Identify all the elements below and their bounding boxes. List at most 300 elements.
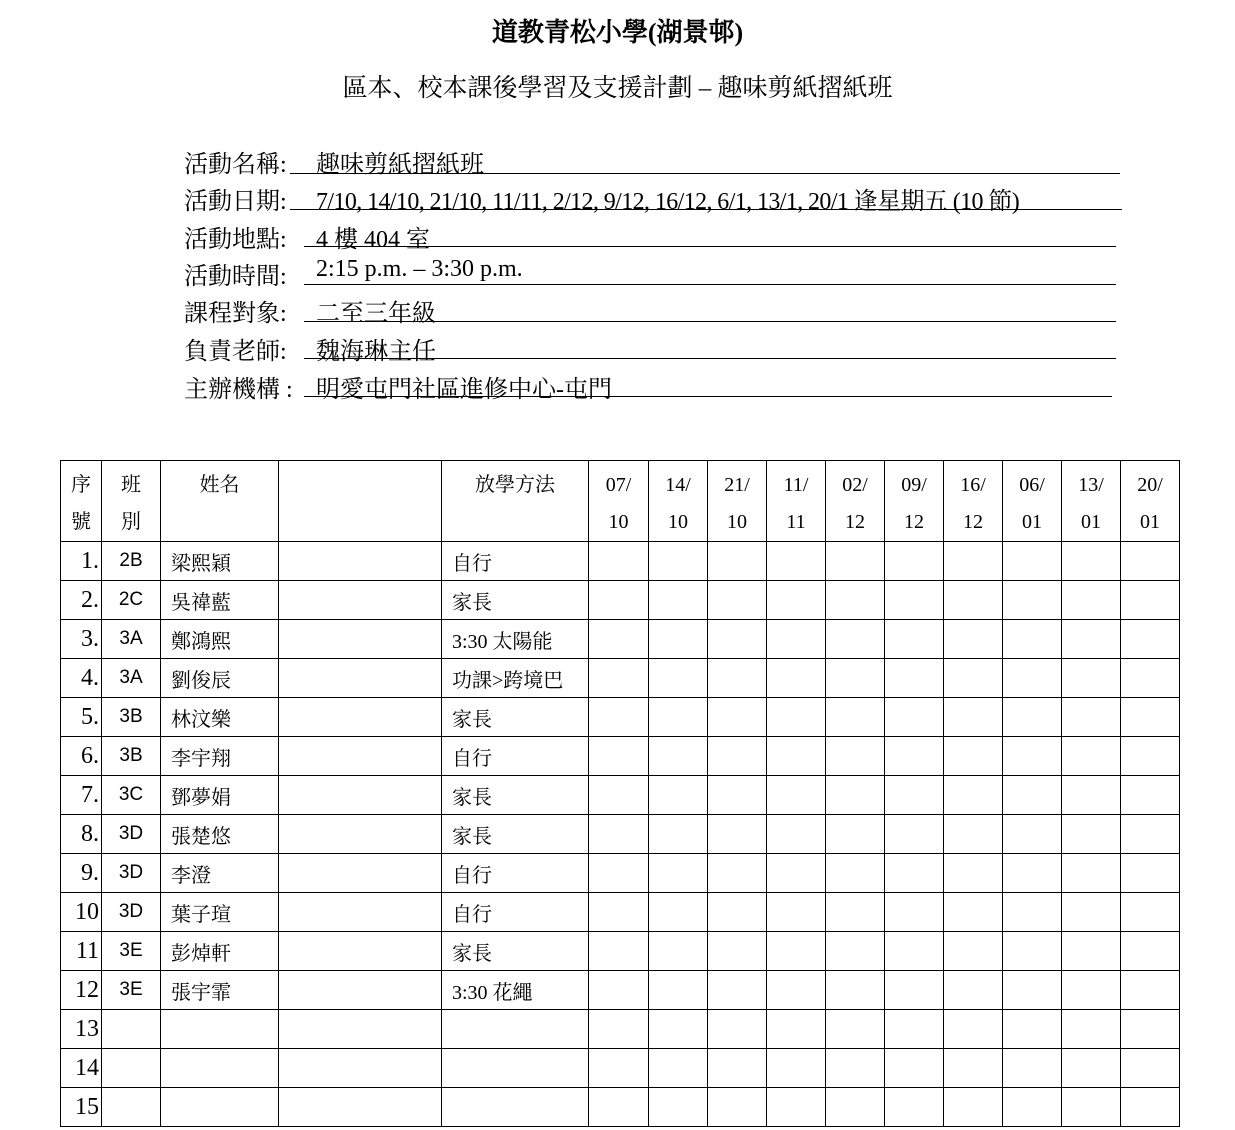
info-label: 活動時間: (184, 264, 287, 290)
row-number: 8. (61, 815, 102, 854)
header-date-day: 16/ (960, 474, 986, 496)
row-class: 3E (102, 932, 161, 971)
attendance-cell[interactable] (1003, 776, 1062, 815)
attendance-cell[interactable] (767, 776, 826, 815)
row-class: 2C (102, 581, 161, 620)
attendance-cell[interactable] (1121, 1010, 1180, 1049)
attendance-cell[interactable] (1003, 581, 1062, 620)
attendance-cell[interactable] (1003, 620, 1062, 659)
header-date-day: 13/ (1078, 474, 1104, 496)
info-label: 活動日期: (184, 189, 287, 215)
attendance-cell[interactable] (944, 581, 1003, 620)
attendance-cell[interactable] (944, 854, 1003, 893)
header-date (944, 461, 1003, 542)
attendance-cell[interactable] (1003, 1088, 1062, 1127)
attendance-cell[interactable] (1121, 659, 1180, 698)
underline (304, 284, 1116, 285)
attendance-cell[interactable] (1062, 932, 1121, 971)
row-blank (279, 659, 442, 698)
attendance-table (60, 460, 1180, 1127)
attendance-cell[interactable] (649, 659, 708, 698)
attendance-cell[interactable] (885, 932, 944, 971)
attendance-cell[interactable] (1121, 698, 1180, 737)
row-dismissal-method: 3:30 花繩 (442, 971, 589, 1010)
row-class: 3A (102, 659, 161, 698)
attendance-cell[interactable] (1003, 698, 1062, 737)
row-class (102, 1088, 161, 1127)
attendance-cell[interactable] (589, 776, 649, 815)
attendance-cell[interactable] (708, 542, 767, 581)
attendance-cell[interactable] (767, 698, 826, 737)
attendance-cell[interactable] (767, 1010, 826, 1049)
table-row (61, 971, 1180, 1010)
attendance-cell[interactable] (1003, 542, 1062, 581)
attendance-cell[interactable] (1121, 737, 1180, 776)
row-class: 3D (102, 893, 161, 932)
row-blank (279, 1010, 442, 1049)
attendance-cell[interactable] (649, 854, 708, 893)
attendance-cell[interactable] (649, 1049, 708, 1088)
table-row (61, 1049, 1180, 1088)
attendance-cell[interactable] (1121, 776, 1180, 815)
attendance-cell[interactable] (944, 1088, 1003, 1127)
row-number: 12 (61, 971, 102, 1010)
info-value: 趣味剪紙摺紙班 (316, 152, 484, 178)
attendance-cell[interactable] (708, 737, 767, 776)
row-class: 3C (102, 776, 161, 815)
attendance-cell[interactable] (708, 971, 767, 1010)
attendance-cell[interactable] (1003, 1049, 1062, 1088)
attendance-cell[interactable] (1003, 971, 1062, 1010)
attendance-cell[interactable] (885, 542, 944, 581)
attendance-cell[interactable] (944, 1010, 1003, 1049)
row-number: 1. (61, 542, 102, 581)
attendance-cell[interactable] (1062, 542, 1121, 581)
attendance-cell[interactable] (1121, 542, 1180, 581)
row-student-name: 劉俊辰 (161, 659, 279, 698)
row-student-name: 鄭鴻熙 (161, 620, 279, 659)
row-blank (279, 620, 442, 659)
attendance-cell[interactable] (1062, 620, 1121, 659)
attendance-cell[interactable] (767, 971, 826, 1010)
attendance-cell[interactable] (649, 971, 708, 1010)
info-value: 2:15 p.m. – 3:30 p.m. (316, 256, 523, 282)
attendance-cell[interactable] (1121, 971, 1180, 1010)
info-row-time (184, 256, 1124, 292)
page-title: 道教青松小學(湖景邨) (491, 18, 744, 47)
row-blank (279, 1049, 442, 1088)
row-number: 14 (61, 1049, 102, 1088)
row-student-name (161, 1088, 279, 1127)
attendance-cell[interactable] (649, 698, 708, 737)
header-name-label: 姓名 (199, 474, 240, 496)
info-value: 魏海琳主任 (316, 339, 436, 365)
attendance-cell[interactable] (767, 737, 826, 776)
header-date (767, 461, 826, 542)
attendance-cell[interactable] (767, 542, 826, 581)
row-number: 7. (61, 776, 102, 815)
header-class-bottom: 別 (121, 511, 141, 533)
row-blank (279, 698, 442, 737)
attendance-cell[interactable] (708, 893, 767, 932)
table-row (61, 1088, 1180, 1127)
attendance-cell[interactable] (1062, 1049, 1121, 1088)
header-date-month: 11 (786, 511, 806, 533)
info-value: 二至三年級 (316, 301, 436, 327)
header-date-month: 12 (904, 511, 924, 533)
attendance-cell[interactable] (944, 932, 1003, 971)
attendance-cell[interactable] (589, 932, 649, 971)
table-row (61, 659, 1180, 698)
attendance-cell[interactable] (1062, 1088, 1121, 1127)
attendance-cell[interactable] (885, 698, 944, 737)
header-class (102, 461, 161, 542)
row-student-name: 葉子瑄 (161, 893, 279, 932)
attendance-cell[interactable] (589, 620, 649, 659)
attendance-cell[interactable] (944, 542, 1003, 581)
attendance-cell[interactable] (1003, 815, 1062, 854)
attendance-cell[interactable] (1121, 620, 1180, 659)
attendance-cell[interactable] (589, 581, 649, 620)
attendance-cell[interactable] (944, 1049, 1003, 1088)
attendance-cell[interactable] (589, 737, 649, 776)
attendance-cell[interactable] (826, 815, 885, 854)
row-student-name: 彭焯軒 (161, 932, 279, 971)
attendance-cell[interactable] (885, 1088, 944, 1127)
attendance-cell[interactable] (826, 893, 885, 932)
row-student-name: 張宇霏 (161, 971, 279, 1010)
attendance-cell[interactable] (944, 620, 1003, 659)
row-class: 3D (102, 854, 161, 893)
header-date-day: 21/ (724, 474, 750, 496)
attendance-cell[interactable] (589, 1088, 649, 1127)
row-blank (279, 893, 442, 932)
attendance-cell[interactable] (708, 581, 767, 620)
attendance-cell[interactable] (767, 854, 826, 893)
row-number: 5. (61, 698, 102, 737)
attendance-cell[interactable] (826, 542, 885, 581)
attendance-cell[interactable] (1062, 854, 1121, 893)
header-date (1003, 461, 1062, 542)
row-student-name: 張楚悠 (161, 815, 279, 854)
attendance-cell[interactable] (944, 698, 1003, 737)
attendance-cell[interactable] (767, 620, 826, 659)
attendance-cell[interactable] (589, 1010, 649, 1049)
attendance-cell[interactable] (826, 776, 885, 815)
row-number: 4. (61, 659, 102, 698)
header-date-month: 12 (963, 511, 983, 533)
row-class: 3E (102, 971, 161, 1010)
header-date-month: 10 (608, 511, 629, 533)
attendance-cell[interactable] (708, 854, 767, 893)
info-row-activity-dates (184, 181, 1129, 217)
attendance-cell[interactable] (649, 893, 708, 932)
header-date (708, 461, 767, 542)
attendance-cell[interactable] (767, 581, 826, 620)
attendance-cell[interactable] (708, 698, 767, 737)
info-label: 課程對象: (184, 301, 287, 327)
row-blank (279, 776, 442, 815)
header-date-day: 07/ (605, 474, 632, 496)
attendance-cell[interactable] (944, 971, 1003, 1010)
attendance-cell[interactable] (885, 737, 944, 776)
info-row-organizer (184, 369, 1124, 405)
attendance-cell[interactable] (649, 815, 708, 854)
attendance-cell[interactable] (649, 542, 708, 581)
attendance-cell[interactable] (1003, 893, 1062, 932)
row-student-name: 梁熙穎 (161, 542, 279, 581)
attendance-cell[interactable] (1062, 698, 1121, 737)
row-blank (279, 737, 442, 776)
row-class: 3B (102, 737, 161, 776)
row-class: 2B (102, 542, 161, 581)
attendance-cell[interactable] (885, 815, 944, 854)
row-number: 2. (61, 581, 102, 620)
attendance-cell[interactable] (944, 893, 1003, 932)
attendance-cell[interactable] (885, 659, 944, 698)
attendance-cell[interactable] (826, 854, 885, 893)
row-class (102, 1049, 161, 1088)
table-row (61, 542, 1180, 581)
attendance-cell[interactable] (826, 698, 885, 737)
row-blank (279, 971, 442, 1010)
attendance-cell[interactable] (1062, 581, 1121, 620)
table-row (61, 737, 1180, 776)
table-row (61, 1010, 1180, 1049)
row-class: 3A (102, 620, 161, 659)
row-dismissal-method: 功課>跨境巴 (442, 659, 589, 698)
row-student-name (161, 1010, 279, 1049)
attendance-cell[interactable] (1121, 854, 1180, 893)
attendance-cell[interactable] (708, 1088, 767, 1127)
attendance-cell[interactable] (589, 698, 649, 737)
header-date-month: 10 (668, 511, 688, 533)
row-dismissal-method: 家長 (442, 815, 589, 854)
attendance-cell[interactable] (708, 659, 767, 698)
attendance-cell[interactable] (649, 1010, 708, 1049)
header-date (826, 461, 885, 542)
attendance-cell[interactable] (708, 815, 767, 854)
header-date-month: 10 (727, 511, 747, 533)
attendance-cell[interactable] (1062, 659, 1121, 698)
attendance-cell[interactable] (1062, 1010, 1121, 1049)
attendance-cell[interactable] (589, 542, 649, 581)
header-seq-top: 序 (71, 474, 91, 496)
table-row (61, 815, 1180, 854)
header-date-day: 06/ (1019, 474, 1045, 496)
info-label: 主辦機構 : (184, 377, 293, 403)
table-row (61, 581, 1180, 620)
attendance-cell[interactable] (1003, 1010, 1062, 1049)
attendance-cell[interactable] (885, 971, 944, 1010)
attendance-cell[interactable] (1062, 737, 1121, 776)
row-student-name: 鄧夢娟 (161, 776, 279, 815)
header-name (161, 461, 279, 542)
row-blank (279, 1088, 442, 1127)
attendance-cell[interactable] (589, 971, 649, 1010)
row-class (102, 1010, 161, 1049)
attendance-cell[interactable] (589, 659, 649, 698)
row-blank (279, 542, 442, 581)
attendance-cell[interactable] (649, 776, 708, 815)
attendance-cell[interactable] (885, 620, 944, 659)
attendance-cell[interactable] (826, 1088, 885, 1127)
row-dismissal-method: 自行 (442, 737, 589, 776)
table-row (61, 698, 1180, 737)
attendance-cell[interactable] (1062, 971, 1121, 1010)
header-date-month: 01 (1081, 511, 1101, 533)
row-dismissal-method: 自行 (442, 854, 589, 893)
attendance-cell[interactable] (826, 971, 885, 1010)
header-date-day: 09/ (901, 474, 927, 496)
header-date-month: 01 (1140, 511, 1160, 533)
row-number: 13 (61, 1010, 102, 1049)
header-date-day: 20/ (1137, 474, 1163, 496)
info-value: 明愛屯門社區進修中心-屯門 (316, 377, 612, 403)
attendance-cell[interactable] (826, 581, 885, 620)
attendance-cell[interactable] (708, 776, 767, 815)
attendance-body (61, 542, 1180, 1127)
attendance-cell[interactable] (1062, 815, 1121, 854)
header-date (1062, 461, 1121, 542)
attendance-cell[interactable] (826, 932, 885, 971)
attendance-cell[interactable] (767, 893, 826, 932)
attendance-cell[interactable] (1003, 659, 1062, 698)
row-number: 9. (61, 854, 102, 893)
attendance-cell[interactable] (767, 659, 826, 698)
attendance-cell[interactable] (767, 932, 826, 971)
attendance-cell[interactable] (1003, 854, 1062, 893)
table-row (61, 620, 1180, 659)
attendance-cell[interactable] (944, 776, 1003, 815)
row-number: 3. (61, 620, 102, 659)
attendance-cell[interactable] (885, 776, 944, 815)
attendance-cell[interactable] (649, 737, 708, 776)
table-header-row (61, 461, 1180, 542)
row-dismissal-method: 家長 (442, 776, 589, 815)
attendance-cell[interactable] (826, 620, 885, 659)
row-dismissal-method: 自行 (442, 893, 589, 932)
attendance-cell[interactable] (589, 815, 649, 854)
row-dismissal-method: 家長 (442, 581, 589, 620)
page-subtitle: 區本、校本課後學習及支援計劃 – 趣味剪紙摺紙班 (342, 75, 893, 102)
header-method-label: 放學方法 (475, 474, 555, 496)
row-student-name: 李宇翔 (161, 737, 279, 776)
attendance-cell[interactable] (649, 581, 708, 620)
header-date (885, 461, 944, 542)
row-student-name: 吳禕藍 (161, 581, 279, 620)
row-blank (279, 815, 442, 854)
row-class: 3B (102, 698, 161, 737)
header-class-top: 班 (121, 474, 141, 496)
attendance-cell[interactable] (1003, 737, 1062, 776)
header-date (589, 461, 649, 542)
attendance-cell[interactable] (708, 1010, 767, 1049)
attendance-cell[interactable] (826, 1010, 885, 1049)
row-dismissal-method: 家長 (442, 932, 589, 971)
header-date (649, 461, 708, 542)
header-date-day: 02/ (842, 474, 868, 496)
header-date-day: 11/ (783, 474, 809, 496)
attendance-cell[interactable] (1062, 776, 1121, 815)
attendance-cell[interactable] (885, 581, 944, 620)
attendance-cell[interactable] (1121, 581, 1180, 620)
header-seq-bottom: 號 (71, 511, 91, 533)
row-dismissal-method (442, 1049, 589, 1088)
attendance-cell[interactable] (589, 1049, 649, 1088)
header-date-month: 12 (845, 511, 865, 533)
info-label: 活動名稱: (184, 152, 287, 178)
attendance-cell[interactable] (885, 1049, 944, 1088)
attendance-cell[interactable] (589, 893, 649, 932)
attendance-cell[interactable] (649, 1088, 708, 1127)
table-row (61, 776, 1180, 815)
attendance-cell[interactable] (649, 620, 708, 659)
table-row (61, 854, 1180, 893)
info-value: 7/10, 14/10, 21/10, 11/11, 2/12, 9/12, 16/12, 6/1, 13/1, 20/1 逢星期五 (10 節) (316, 189, 1020, 215)
attendance-cell[interactable] (885, 1010, 944, 1049)
attendance-cell[interactable] (1121, 1088, 1180, 1127)
row-student-name: 李澄 (161, 854, 279, 893)
attendance-cell[interactable] (708, 1049, 767, 1088)
row-dismissal-method (442, 1010, 589, 1049)
attendance-cell[interactable] (1062, 893, 1121, 932)
attendance-cell[interactable] (589, 854, 649, 893)
attendance-cell[interactable] (826, 1049, 885, 1088)
attendance-cell[interactable] (944, 737, 1003, 776)
attendance-cell[interactable] (1121, 815, 1180, 854)
info-row-activity-name (184, 144, 1124, 180)
attendance-cell[interactable] (1121, 932, 1180, 971)
row-dismissal-method: 3:30 太陽能 (442, 620, 589, 659)
row-blank (279, 854, 442, 893)
row-dismissal-method: 家長 (442, 698, 589, 737)
row-student-name (161, 1049, 279, 1088)
row-blank (279, 581, 442, 620)
header-date-day: 14/ (665, 474, 691, 496)
attendance-cell[interactable] (944, 659, 1003, 698)
attendance-cell[interactable] (649, 932, 708, 971)
row-number: 15 (61, 1088, 102, 1127)
row-number: 6. (61, 737, 102, 776)
attendance-cell[interactable] (885, 854, 944, 893)
row-student-name: 林汶樂 (161, 698, 279, 737)
attendance-cell[interactable] (767, 1088, 826, 1127)
attendance-cell[interactable] (767, 1049, 826, 1088)
attendance-cell[interactable] (1121, 893, 1180, 932)
attendance-cell[interactable] (708, 932, 767, 971)
info-row-teacher (184, 331, 1124, 367)
attendance-cell[interactable] (944, 815, 1003, 854)
header-blank-label (279, 461, 441, 467)
row-number: 11 (61, 932, 102, 971)
attendance-cell[interactable] (767, 815, 826, 854)
attendance-cell[interactable] (1121, 1049, 1180, 1088)
header-date-month: 01 (1022, 511, 1042, 533)
attendance-cell[interactable] (708, 620, 767, 659)
info-value: 4 樓 404 室 (316, 227, 430, 253)
attendance-cell[interactable] (826, 737, 885, 776)
row-class: 3D (102, 815, 161, 854)
row-dismissal-method: 自行 (442, 542, 589, 581)
attendance-cell[interactable] (826, 659, 885, 698)
info-label: 活動地點: (184, 227, 287, 253)
header-blank (279, 461, 442, 542)
attendance-cell[interactable] (885, 893, 944, 932)
attendance-cell[interactable] (1003, 932, 1062, 971)
header-seq (61, 461, 102, 542)
row-blank (279, 932, 442, 971)
